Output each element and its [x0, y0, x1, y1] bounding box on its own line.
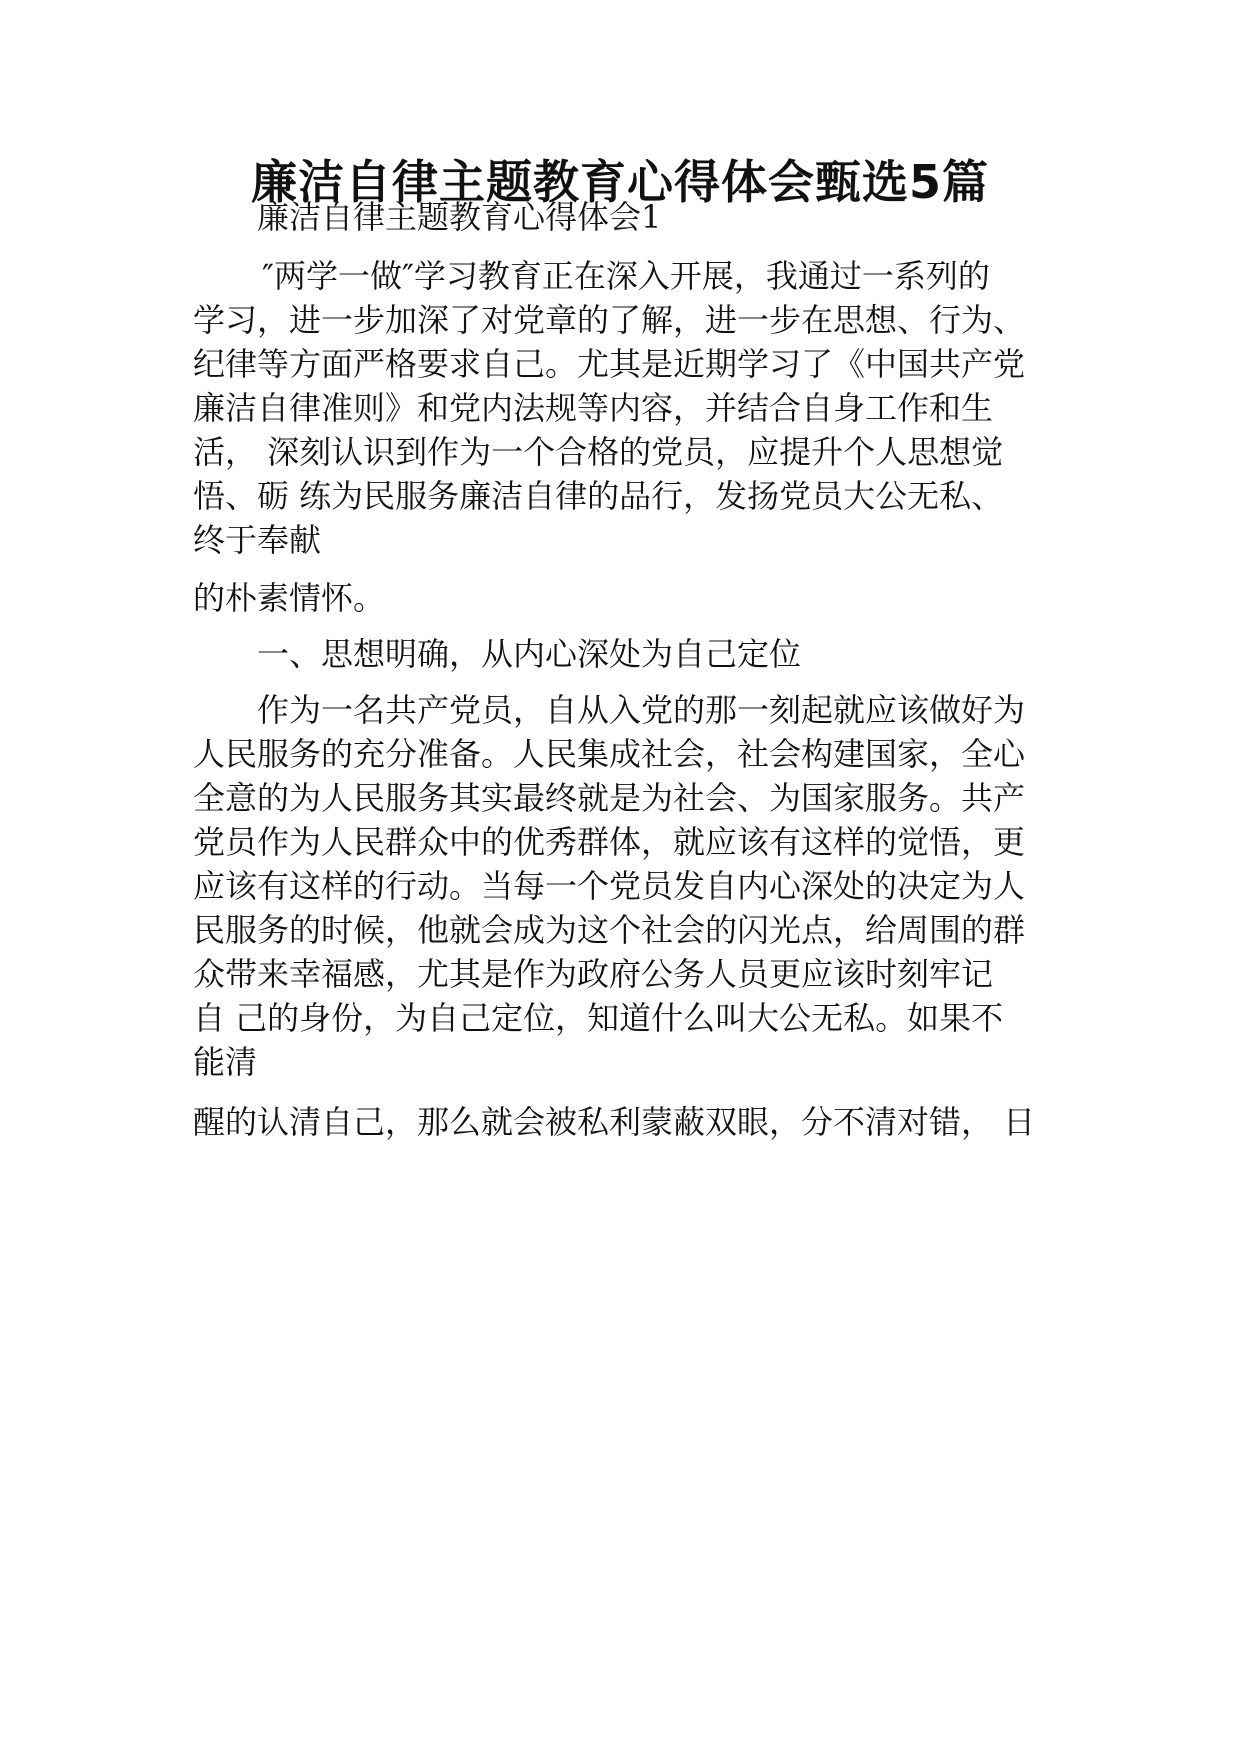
- section-subtitle: 廉洁自律主题教育心得体会1: [257, 198, 662, 236]
- paragraph-line: 能清: [193, 1043, 258, 1081]
- section-heading: 一、思想明确，从内心深处为自己定位: [257, 635, 802, 673]
- paragraph-line: 学习，进一步加深了对党章的了解，进一步在思想、行为、: [193, 301, 1026, 339]
- paragraph-line: ″两学一做″学习教育正在深入开展，我通过一系列的: [262, 257, 990, 295]
- paragraph-line: 终于奉献: [193, 521, 322, 559]
- paragraph-line: 应该有这样的行动。当每一个党员发自内心深处的决定为人: [193, 867, 1026, 905]
- paragraph-line: 党员作为人民群众中的优秀群体，就应该有这样的觉悟，更: [193, 823, 1026, 861]
- page-title: 廉洁自律主题教育心得体会甄选5篇: [250, 155, 989, 209]
- paragraph-line: 悟、砺 练为民服务廉洁自律的品行，发扬党员大公无私、: [193, 477, 1004, 515]
- paragraph-line: 廉洁自律准则》和党内法规等内容，并结合自身工作和生: [193, 389, 994, 427]
- paragraph-line: 活， 深刻认识到作为一个合格的党员，应提升个人思想觉: [193, 433, 1004, 471]
- paragraph-line: 民服务的时候，他就会成为这个社会的闪光点，给周围的群: [193, 911, 1026, 949]
- paragraph-line: 全意的为人民服务其实最终就是为社会、为国家服务。共产: [193, 779, 1026, 817]
- paragraph-line: 自 己的身份，为自己定位，知道什么叫大公无私。如果不: [193, 999, 1004, 1037]
- paragraph-line: 醒的认清自己，那么就会被私利蒙蔽双眼，分不清对错， 日: [193, 1103, 1036, 1141]
- paragraph-line: 众带来幸福感，尤其是作为政府公务人员更应该时刻牢记: [193, 955, 994, 993]
- paragraph-line: 的朴素情怀。: [193, 579, 386, 617]
- paragraph-line: 人民服务的充分准备。人民集成社会，社会构建国家，全心: [193, 735, 1026, 773]
- paragraph-line: 作为一名共产党员，自从入党的那一刻起就应该做好为: [257, 691, 1026, 729]
- paragraph-line: 纪律等方面严格要求自己。尤其是近期学习了《中国共产党: [193, 345, 1026, 383]
